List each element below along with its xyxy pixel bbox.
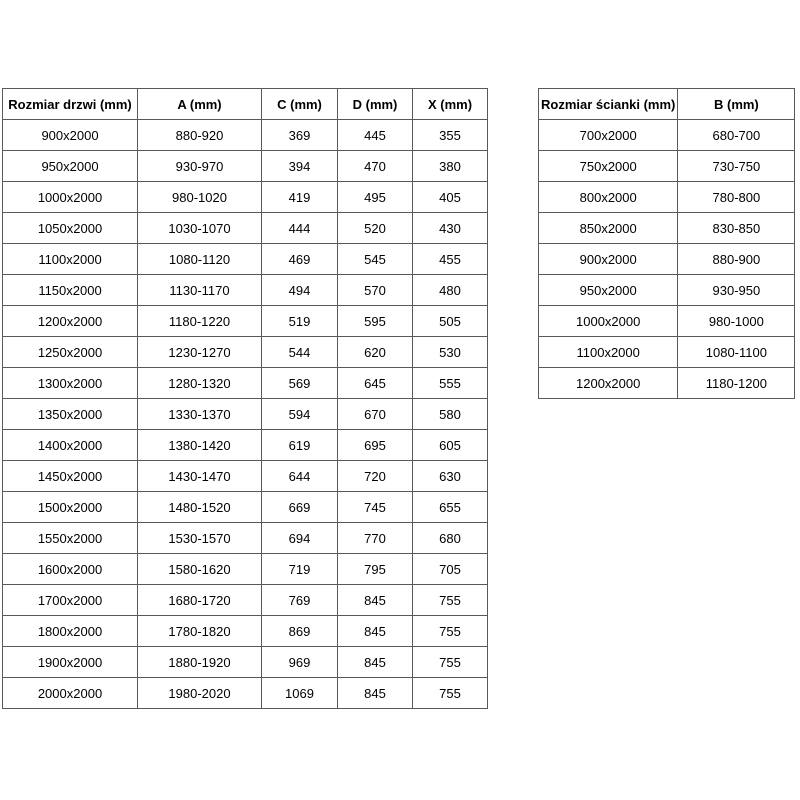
table-cell: 1500x2000: [3, 492, 138, 523]
table-cell: 745: [338, 492, 413, 523]
table-cell: 580: [413, 399, 488, 430]
table-cell: 1100x2000: [539, 337, 678, 368]
table-cell: 1380-1420: [138, 430, 262, 461]
table-cell: 480: [413, 275, 488, 306]
table-row: [3, 337, 488, 368]
table-row: [539, 337, 795, 368]
table-cell: 719: [262, 554, 338, 585]
table-cell: 669: [262, 492, 338, 523]
table-cell: 1780-1820: [138, 616, 262, 647]
table-cell: 780-800: [678, 182, 795, 213]
table-cell: 869: [262, 616, 338, 647]
table-cell: 570: [338, 275, 413, 306]
table-cell: 1030-1070: [138, 213, 262, 244]
table-cell: 880-920: [138, 120, 262, 151]
table-cell: 369: [262, 120, 338, 151]
table-cell: 705: [413, 554, 488, 585]
table-cell: 655: [413, 492, 488, 523]
table-cell: 1700x2000: [3, 585, 138, 616]
table-cell: 1000x2000: [3, 182, 138, 213]
table-cell: 545: [338, 244, 413, 275]
table-cell: 1000x2000: [539, 306, 678, 337]
table-cell: 694: [262, 523, 338, 554]
table-cell: 1200x2000: [539, 368, 678, 399]
table-cell: 2000x2000: [3, 678, 138, 709]
table-cell: 930-950: [678, 275, 795, 306]
table-cell: 1400x2000: [3, 430, 138, 461]
table-cell: 619: [262, 430, 338, 461]
table-cell: 969: [262, 647, 338, 678]
table-cell: 530: [413, 337, 488, 368]
table-cell: 755: [413, 647, 488, 678]
table-cell: 1530-1570: [138, 523, 262, 554]
table-cell: 569: [262, 368, 338, 399]
table-cell: 444: [262, 213, 338, 244]
column-header: X (mm): [413, 89, 488, 120]
column-header: B (mm): [678, 89, 795, 120]
table-cell: 800x2000: [539, 182, 678, 213]
table-cell: 1900x2000: [3, 647, 138, 678]
table-cell: 880-900: [678, 244, 795, 275]
table-cell: 1130-1170: [138, 275, 262, 306]
wall-size-table: [538, 88, 795, 399]
table-cell: 469: [262, 244, 338, 275]
table-cell: 1300x2000: [3, 368, 138, 399]
table-row: [3, 585, 488, 616]
table-cell: 755: [413, 585, 488, 616]
table-cell: 845: [338, 678, 413, 709]
table-cell: 795: [338, 554, 413, 585]
table-row: [539, 151, 795, 182]
table-cell: 1430-1470: [138, 461, 262, 492]
table-cell: 1600x2000: [3, 554, 138, 585]
table-row: [3, 430, 488, 461]
table-cell: 850x2000: [539, 213, 678, 244]
table-cell: 1230-1270: [138, 337, 262, 368]
table-cell: 470: [338, 151, 413, 182]
table-cell: 845: [338, 585, 413, 616]
table-cell: 394: [262, 151, 338, 182]
table-cell: 1880-1920: [138, 647, 262, 678]
table-row: [3, 244, 488, 275]
table-cell: 1680-1720: [138, 585, 262, 616]
table-cell: 900x2000: [3, 120, 138, 151]
table-cell: 720: [338, 461, 413, 492]
table-cell: 1150x2000: [3, 275, 138, 306]
table-row: [539, 182, 795, 213]
table-cell: 1180-1200: [678, 368, 795, 399]
table-cell: 980-1000: [678, 306, 795, 337]
table-cell: 544: [262, 337, 338, 368]
table-cell: 700x2000: [539, 120, 678, 151]
table-cell: 830-850: [678, 213, 795, 244]
table-row: [3, 554, 488, 585]
table-row: [539, 275, 795, 306]
table-cell: 1080-1100: [678, 337, 795, 368]
column-header: D (mm): [338, 89, 413, 120]
table-cell: 1450x2000: [3, 461, 138, 492]
table-cell: 1180-1220: [138, 306, 262, 337]
table-cell: 930-970: [138, 151, 262, 182]
table-cell: 1330-1370: [138, 399, 262, 430]
table-cell: 419: [262, 182, 338, 213]
table-cell: 1800x2000: [3, 616, 138, 647]
table-row: [3, 151, 488, 182]
table-row: [3, 120, 488, 151]
table-cell: 950x2000: [3, 151, 138, 182]
table-cell: 1069: [262, 678, 338, 709]
column-header: C (mm): [262, 89, 338, 120]
table-cell: 770: [338, 523, 413, 554]
table-cell: 430: [413, 213, 488, 244]
table-cell: 405: [413, 182, 488, 213]
header-row: [3, 89, 488, 120]
table-cell: 695: [338, 430, 413, 461]
table-cell: 520: [338, 213, 413, 244]
table-cell: 845: [338, 647, 413, 678]
column-header: Rozmiar drzwi (mm): [3, 89, 138, 120]
table-cell: 645: [338, 368, 413, 399]
table-row: [3, 275, 488, 306]
table-cell: 845: [338, 616, 413, 647]
column-header: Rozmiar ścianki (mm): [539, 89, 678, 120]
table-cell: 595: [338, 306, 413, 337]
table-cell: 1200x2000: [3, 306, 138, 337]
table-cell: 1980-2020: [138, 678, 262, 709]
table-cell: 519: [262, 306, 338, 337]
table-cell: 1280-1320: [138, 368, 262, 399]
table-cell: 750x2000: [539, 151, 678, 182]
table-cell: 680: [413, 523, 488, 554]
table-row: [3, 399, 488, 430]
table-row: [3, 461, 488, 492]
header-row: [539, 89, 795, 120]
table-row: [3, 647, 488, 678]
table-cell: 1480-1520: [138, 492, 262, 523]
table-row: [3, 213, 488, 244]
table-cell: 680-700: [678, 120, 795, 151]
table-cell: 380: [413, 151, 488, 182]
table-row: [539, 244, 795, 275]
table-row: [3, 523, 488, 554]
table-cell: 1080-1120: [138, 244, 262, 275]
column-header: A (mm): [138, 89, 262, 120]
table-row: [3, 368, 488, 399]
table-cell: 1050x2000: [3, 213, 138, 244]
table-cell: 755: [413, 678, 488, 709]
table-cell: 495: [338, 182, 413, 213]
table-cell: 620: [338, 337, 413, 368]
table-cell: 950x2000: [539, 275, 678, 306]
table-cell: 980-1020: [138, 182, 262, 213]
table-row: [539, 213, 795, 244]
table-cell: 455: [413, 244, 488, 275]
table-cell: 769: [262, 585, 338, 616]
table-cell: 355: [413, 120, 488, 151]
table-row: [3, 492, 488, 523]
table-row: [539, 306, 795, 337]
table-row: [3, 182, 488, 213]
table-row: [3, 306, 488, 337]
table-row: [539, 368, 795, 399]
table-cell: 494: [262, 275, 338, 306]
table-cell: 900x2000: [539, 244, 678, 275]
table-row: [539, 120, 795, 151]
table-cell: 730-750: [678, 151, 795, 182]
table-row: [3, 616, 488, 647]
table-cell: 594: [262, 399, 338, 430]
table-cell: 1350x2000: [3, 399, 138, 430]
table-cell: 644: [262, 461, 338, 492]
table-cell: 505: [413, 306, 488, 337]
table-cell: 755: [413, 616, 488, 647]
table-cell: 630: [413, 461, 488, 492]
table-row: [3, 678, 488, 709]
table-cell: 1250x2000: [3, 337, 138, 368]
table-cell: 1580-1620: [138, 554, 262, 585]
table-cell: 445: [338, 120, 413, 151]
table-cell: 1100x2000: [3, 244, 138, 275]
door-size-table: [2, 88, 488, 709]
table-cell: 1550x2000: [3, 523, 138, 554]
table-cell: 605: [413, 430, 488, 461]
table-cell: 670: [338, 399, 413, 430]
table-cell: 555: [413, 368, 488, 399]
